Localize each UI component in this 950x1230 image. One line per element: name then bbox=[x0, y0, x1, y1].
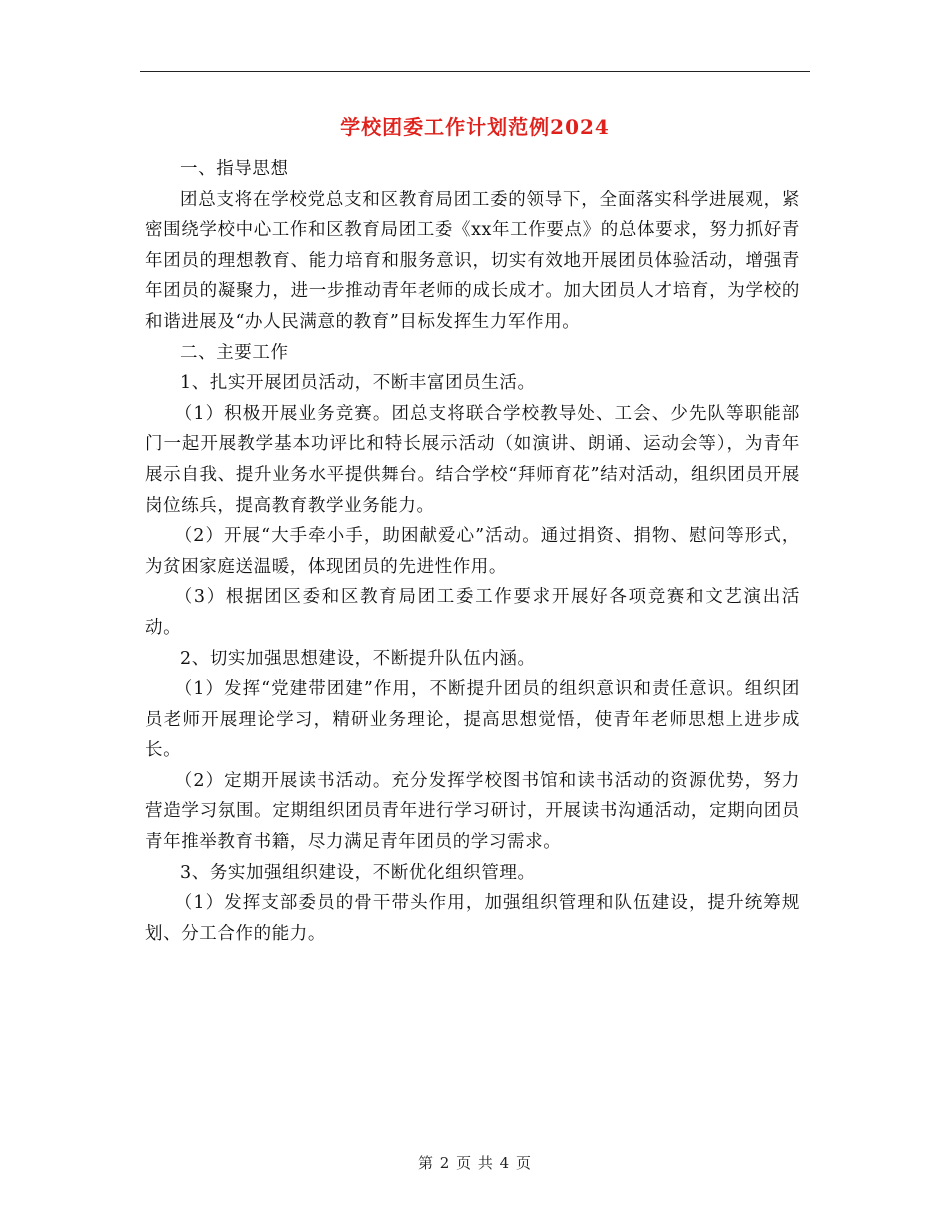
document-body bbox=[145, 154, 800, 949]
item-1-3: （3）根据团区委和区教育局团工委工作要求开展好各项竞赛和文艺演出活动。 bbox=[145, 587, 800, 638]
paragraph-guiding-ideology: 团总支将在学校党总支和区教育局团工委的领导下，全面落实科学进展观，紧密围绕学校中心工作和区教育局团工委《xx年工作要点》的总体要求，努力抓好青年团员的理想教育、能力培育和服务意识，切实有效地开展团员体验活动，增强青年团员的凝聚力，进一步推动青年老师的成长成才。加大团员人才培育，为学校的和谐进展及“办人民满意的教育”目标发挥生力军作用。 bbox=[145, 189, 800, 332]
item-1-1: （1）积极开展业务竞赛。团总支将联合学校教导处、工会、少先队等职能部门一起开展教学基本功评比和特长展示活动（如演讲、朗诵、运动会等），为青年展示自我、提升业务水平提供舞台。结合学校“拜师育花”结对活动，组织团员开展岗位练兵，提高教育教学业务能力。 bbox=[145, 403, 800, 516]
section-heading-guiding-ideology: 一、指导思想 bbox=[180, 159, 289, 179]
item-2-2: （2）定期开展读书活动。充分发挥学校图书馆和读书活动的资源优势，努力营造学习氛围。定期组织团员青年进行学习研讨，开展读书沟通活动，定期向团员青年推举教育书籍，尽力满足青年团员的学习需求。 bbox=[145, 770, 800, 853]
item-2-heading: 2、切实加强思想建设，不断提升队伍内涵。 bbox=[180, 648, 536, 669]
item-1-2: （2）开展“大手牵小手，助困献爱心”活动。通过捐资、捐物、慰问等形式，为贫困家庭送温暖，体现团员的先进性作用。 bbox=[145, 526, 800, 577]
item-1-heading: 1、扎实开展团员活动，不断丰富团员生活。 bbox=[180, 373, 536, 394]
page-title: 学校团委工作计划范例2024 bbox=[340, 115, 610, 139]
page-footer: 第 2 页 共 4 页 bbox=[418, 1154, 532, 1172]
section-heading-main-work: 二、主要工作 bbox=[180, 342, 289, 363]
item-2-1: （1）发挥“党建带团建”作用，不断提升团员的组织意识和责任意识。组织团员老师开展理论学习，精研业务理论，提高思想觉悟，使青年老师思想上进步成长。 bbox=[145, 679, 800, 761]
header-rule bbox=[140, 71, 810, 72]
item-3-1: （1）发挥支部委员的骨干带头作用，加强组织管理和队伍建设，提升统筹规划、分工合作的能力。 bbox=[145, 893, 800, 944]
item-3-heading: 3、务实加强组织建设，不断优化组织管理。 bbox=[180, 862, 536, 883]
